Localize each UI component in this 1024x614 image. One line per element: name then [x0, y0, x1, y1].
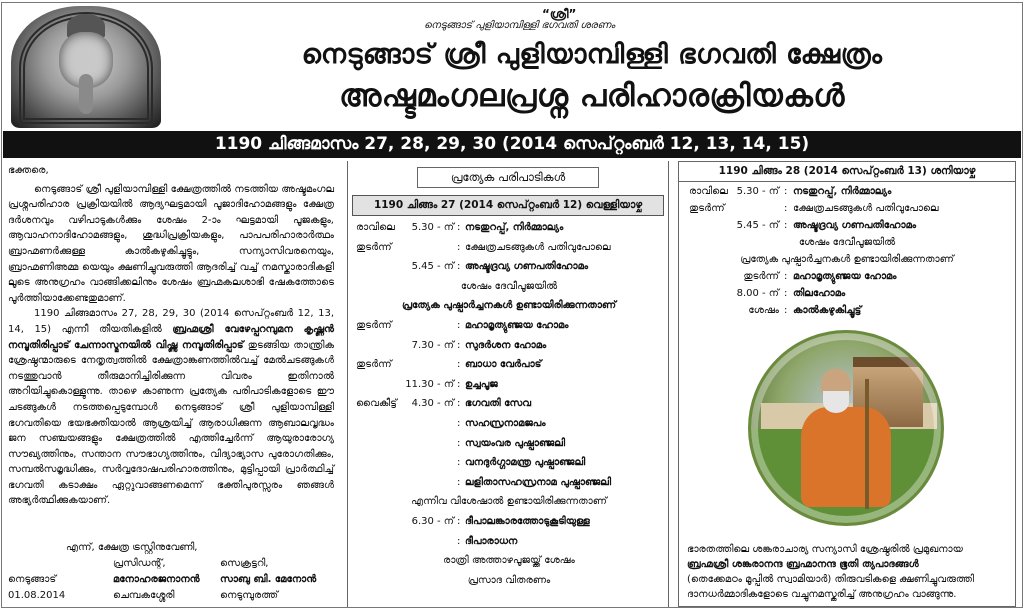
schedule-event: അഷ്ടദ്രവ്യ ഗണപതിഹോമം	[793, 220, 917, 231]
photo-caption	[687, 542, 1009, 602]
blessing-line: നെടുങ്ങാട് പുളിയാമ്പിള്ളി ഭഗവതി ശരണം	[424, 20, 615, 31]
schedule-event: വനദുർഗ്ഗാമന്ത്ര പുഷ്പാഞ്ജലി	[465, 457, 586, 469]
caption-line-1: ഭാരതത്തിലെ ശങ്കരാചാര്യ സന്യാസി ശ്രേഷ്ഠരിൽ പ്രമുഖനായ	[687, 544, 963, 555]
schedule-colon: :	[457, 222, 461, 233]
header	[2, 3, 1022, 129]
special-programmes-heading: പ്രത്യേക പരിപാടികൾ	[417, 167, 599, 188]
schedule-row	[352, 379, 666, 395]
ritual-title: അഷ്ടമംഗലപ്രശ്ന പരിഹാരക്രിയകൾ	[339, 78, 845, 114]
schedule-event: ബാധാ വേർപാട്	[465, 359, 542, 371]
schedule-note: ശേഷം ദേവീപൂജയിൽ	[798, 237, 896, 248]
schedule-event: ക്ഷേത്രചടങ്ങുകൾ പതിവുപോലെ	[465, 241, 611, 253]
caption-line-2: ബ്രഹ്മശ്രീ ശങ്കരാനന്ദ ബ്രഹ്മാനന്ദ ഭൂതി ത്യപാദങ്ങൾ	[687, 559, 919, 570]
schedule-event: ക്ഷേത്രചടങ്ങുകൾ പതിവുപോലെ	[793, 203, 939, 214]
schedule-row	[352, 242, 666, 258]
schedule-colon: :	[457, 320, 461, 331]
schedule-row	[352, 457, 666, 473]
programme-column	[347, 161, 669, 607]
schedule-event: ദീപാരാധന	[465, 535, 518, 547]
schedule-event: അഷ്ടദ്രവ്യ ഗണപതിഹോമം	[465, 261, 589, 273]
schedule-row	[352, 555, 666, 571]
secretary-title: സെക്രട്ടറി,	[220, 558, 269, 569]
day-1-schedule	[352, 216, 664, 594]
day-2-heading: 1190 ചിങ്ങം 28 (2014 സെപ്റ്റംബർ 13) ശനിയാഴ്ച	[679, 162, 1015, 182]
closing-line: എന്ന്, ക്ഷേത്ര ട്രസ്റ്റിനുവേണി,	[66, 542, 198, 553]
schedule-label: രാവിലെ	[356, 222, 395, 233]
schedule-colon: :	[784, 305, 788, 316]
schedule-colon: :	[457, 418, 461, 429]
schedule-colon: :	[457, 261, 461, 273]
schedule-colon: :	[457, 398, 461, 410]
schedule-time: 7.30 - ന്	[411, 339, 454, 351]
schedule-label: തുടർന്ന്	[356, 241, 392, 253]
schedule-time: 5.30 - ന്	[736, 186, 779, 197]
notice-page	[1, 2, 1023, 608]
schedule-note: പ്രത്യേക പുഷ്പാർച്ചനകൾ ഉണ്ടായിരിക്കുന്നതാണ്	[740, 254, 954, 265]
schedule-colon: :	[457, 457, 461, 469]
priests-names: ബ്രഹ്മശ്രീ വേഴേപ്പറമ്പുമന കൃഷ്ണൻ നമ്പൂതിരിപ്പാട് ചേന്നാസ്മനയിൽ വിഷ്ണു നമ്പൂതിരിപ്പാട്	[8, 323, 335, 351]
schedule-row	[352, 496, 666, 512]
schedule-colon: :	[457, 378, 461, 390]
schedule-row	[352, 477, 666, 493]
day-2-column	[678, 161, 1016, 607]
salutation: ഭക്തരെ,	[8, 165, 49, 176]
schedule-event: സുദർശന ഹോമം	[465, 339, 547, 351]
schedule-colon: :	[784, 203, 788, 214]
schedule-colon: :	[457, 359, 461, 371]
schedule-event: ദീപാലങ്കാരത്തോടുകൂടിയുള്ള	[465, 516, 590, 527]
schedule-event: സ്വയംവര പുഷ്പാഞ്ജലി	[465, 437, 566, 449]
schedule-event: സഹസ്രനാമജപം	[465, 418, 546, 429]
schedule-note: രാത്രി അത്താഴപൂജയ്ക്ക് ശേഷം	[443, 555, 575, 567]
schedule-note: ശേഷം ദേവീപൂജയിൽ	[460, 280, 558, 292]
idol-trunk	[79, 74, 93, 114]
schedule-row	[352, 359, 666, 375]
schedule-label: തുടർന്ന്	[356, 359, 392, 371]
day-2-schedule	[679, 182, 1015, 322]
schedule-note: പ്രത്യേക പുഷ്പാർച്ചനകൾ ഉണ്ടായിരിക്കുന്നതാണ്	[401, 300, 617, 312]
schedule-event: നടതുറപ്പ്, നിർമ്മാല്യം	[465, 222, 564, 233]
schedule-row	[352, 536, 666, 552]
letter-paragraph-2	[8, 306, 334, 509]
schedule-row	[352, 418, 666, 434]
schedule-row	[352, 261, 666, 277]
swamiyar-photo	[748, 330, 944, 526]
schedule-row	[352, 300, 666, 316]
schedule-time: 4.30 - ന്	[411, 398, 454, 410]
schedule-time: 6.30 - ന്	[411, 516, 454, 527]
schedule-colon: :	[784, 271, 788, 282]
secretary-place: നെടുമ്പുരത്ത്	[220, 590, 279, 601]
place-name: നെടുങ്ങാട്	[8, 574, 57, 585]
letter-date: 01.08.2014	[8, 590, 66, 601]
schedule-event: നടതുറപ്പ്, നിർമ്മാല്യം	[793, 186, 892, 197]
schedule-time: 5.45 - ന്	[736, 220, 779, 231]
schedule-colon: :	[457, 516, 461, 527]
schedule-colon: :	[784, 288, 788, 299]
schedule-row	[352, 516, 666, 532]
schedule-event: കാൽകഴുകിച്ചൂട്ട്	[793, 305, 862, 316]
schedule-row	[352, 340, 666, 356]
schedule-label: വൈകീട്ട്	[356, 398, 397, 410]
schedule-time: തുടർന്ന്	[743, 271, 779, 282]
schedule-colon: :	[784, 220, 788, 231]
president-title: പ്രസിഡന്റ്,	[113, 558, 166, 569]
schedule-colon: :	[784, 186, 788, 197]
schedule-event: മഹാമൃത്യുഞ്ജയ ഹോമം	[465, 320, 569, 331]
sri-mark: “ശ്രീ”	[542, 7, 577, 21]
schedule-note: പ്രസാദ വിതരണം	[467, 574, 551, 586]
schedule-label: രാവിലെ	[689, 186, 728, 197]
schedule-colon: :	[457, 535, 461, 547]
schedule-time: 5.30 - ന്	[411, 222, 454, 233]
schedule-row	[352, 320, 666, 336]
temple-title: നെടുങ്ങാട് ശ്രീ പുളിയാമ്പിള്ളി ഭഗവതി ക്ഷേത്രം	[301, 39, 883, 70]
letter-paragraph-1: നെടുങ്ങാട് ശ്രീ പുളിയാമ്പിള്ളി ക്ഷേത്രത്തിൽ നടത്തിയ അഷ്ടമംഗല പ്രശ്നപരിഹാര പ്രക്രിയയിൽ ആദ്യഘട്ടമായി പൂജാദിഹോമങ്ങളും ക്ഷേത്ര ദർശനവും വഴിപാടുകൾക്കും ശേഷം 2-ാം ഘട്ടമായി പൂജകളും, ആവാഹനാദിഹോമങ്ങളും, ശുദ്ധിപ്രക്രിയകളും, പാപപരിഹാരാർത്ഥം ബ്രാഹ്മണർക്കുള്ള കാൽകഴുകിച്ചൂട്ടും, സന്യാസിവരനെയും, ബ്രാഹ്മണിഅമ്മ യെയും ക്ഷണിച്ചുവരുത്തി ആദരിച്ച് വച്ച് നമസ്കാരാദികളി ലൂടെ അനുഗ്രഹം വാങ്ങിക്കലിനും ശേഷം ബ്രഹ്മകലശാഭി ഷേകത്തോടെ പൂർത്തിയാക്കേണ്ടതുമാണ്.	[8, 183, 334, 304]
schedule-colon: :	[457, 437, 461, 449]
schedule-time: 8.00 - ന്	[736, 288, 779, 299]
schedule-event: തിലഹോമം	[793, 288, 846, 299]
schedule-label: തുടർന്ന്	[356, 320, 392, 331]
president-name: മനോഹരജനാനൻ	[113, 574, 200, 585]
schedule-row	[352, 281, 666, 297]
schedule-event: ലളിതാസഹസ്രനാമ പുഷ്പാഞ്ജലി	[465, 476, 612, 488]
schedule-label: തുടർന്ന്	[689, 203, 725, 214]
schedule-row	[352, 575, 666, 591]
schedule-colon: :	[457, 476, 461, 488]
paragraph-2-start: 1190 ചിങ്ങമാസം 27, 28, 29, 30 (2014 സെപ്റ്റംബർ 12, 13, 14, 15) എന്നീ തീയതികളിൽ	[8, 308, 334, 335]
photo-border-ring	[751, 333, 941, 523]
schedule-time: 11.30 - ന്	[405, 378, 454, 390]
schedule-note: എന്നിവ വിശേഷാൽ ഉണ്ടായിരിക്കുന്നതാണ്	[411, 496, 607, 508]
schedule-event: ഭഗവതി സേവ	[465, 398, 532, 410]
schedule-event: ഉച്ചപൂജ	[465, 378, 498, 390]
day-1-heading: 1190 ചിങ്ങം 27 (2014 സെപ്റ്റംബർ 12) വെള്ളിയാഴ്ച	[352, 195, 664, 216]
letter-column	[8, 163, 334, 605]
schedule-row	[352, 438, 666, 454]
date-banner: 1190 ചിങ്ങമാസം 27, 28, 29, 30 (2014 സെപ്റ്റംബർ 12, 13, 14, 15)	[3, 131, 1021, 158]
ganesha-idol-image	[11, 6, 161, 128]
schedule-row	[352, 398, 666, 414]
schedule-time: ശേഷം	[748, 305, 779, 316]
secretary-name: സാബു ബി. മേനോൻ	[220, 574, 317, 585]
schedule-colon: :	[457, 241, 461, 253]
president-place: ചെമ്പകശ്ശേരി	[113, 590, 175, 601]
schedule-row	[352, 222, 666, 238]
schedule-colon: :	[457, 339, 461, 351]
caption-line-3: (തെക്കേമഠം മൂപ്പിൽ സ്വാമിയാർ) തിരുവടികളെ ക്ഷണിച്ചുവരുത്തി ദാനധർമ്മാദികളോടെ വച്ചുനമസ്കരിച്ച് അനുഗ്രഹം വാങ്ങുന്നു.	[687, 574, 975, 600]
schedule-time: 5.45 - ന്	[411, 261, 454, 273]
paragraph-2-rest: തുടങ്ങിയ താന്ത്രിക ശ്രേഷ്ഠന്മാരുടെ നേതൃത്വത്തിൽ ക്ഷേത്രാങ്കണത്തിൽവച്ച് മേൽചടങ്ങുകൾ നടത്തുവാൻ തീരുമാനിച്ചിരിക്കുന്ന വിവരം ഇതിനാൽ അറിയിച്ചുകൊള്ളുന്നു. താഴെ കാണുന്ന പ്രത്യേക പരിപാടികളോടെ ഈ ചടങ്ങുകൾ നടത്തപ്പെടുമ്പോൾ നെടുങ്ങാട് ശ്രീ പുളിയാമ്പിള്ളി ഭഗവതിയെ ഭയഭക്തിയാൽ ആശ്രയിച്ച് ആരാധിക്കുന്ന ആബാലവൃദ്ധം ജന സഞ്ചയങ്ങളും ക്ഷേത്രത്തിൽ എത്തിച്ചേർന്ന് ആയുരാരോഗ്യ സൗഖ്യത്തിനും, സന്താന സൗഭാഗ്യത്തിനും, വിദ്യാഭ്യാസ പുരോഗതിക്കും, സമ്പൽസമൃദ്ധിക്കും, സർവ്വദോഷപരിഹാരത്തിനും, മുട്ടിപ്പായി പ്രാർത്ഥിച്ച് ഭഗവതി കടാക്ഷം ഏറ്റുവാങ്ങണമെന്ന് ഭക്തിപുരസ്സരം ഞങ്ങൾ അഭ്യർത്ഥിക്കുകയാണ്.	[8, 339, 334, 507]
schedule-event: മഹാമൃത്യുഞ്ജയ ഹോമം	[793, 271, 897, 282]
